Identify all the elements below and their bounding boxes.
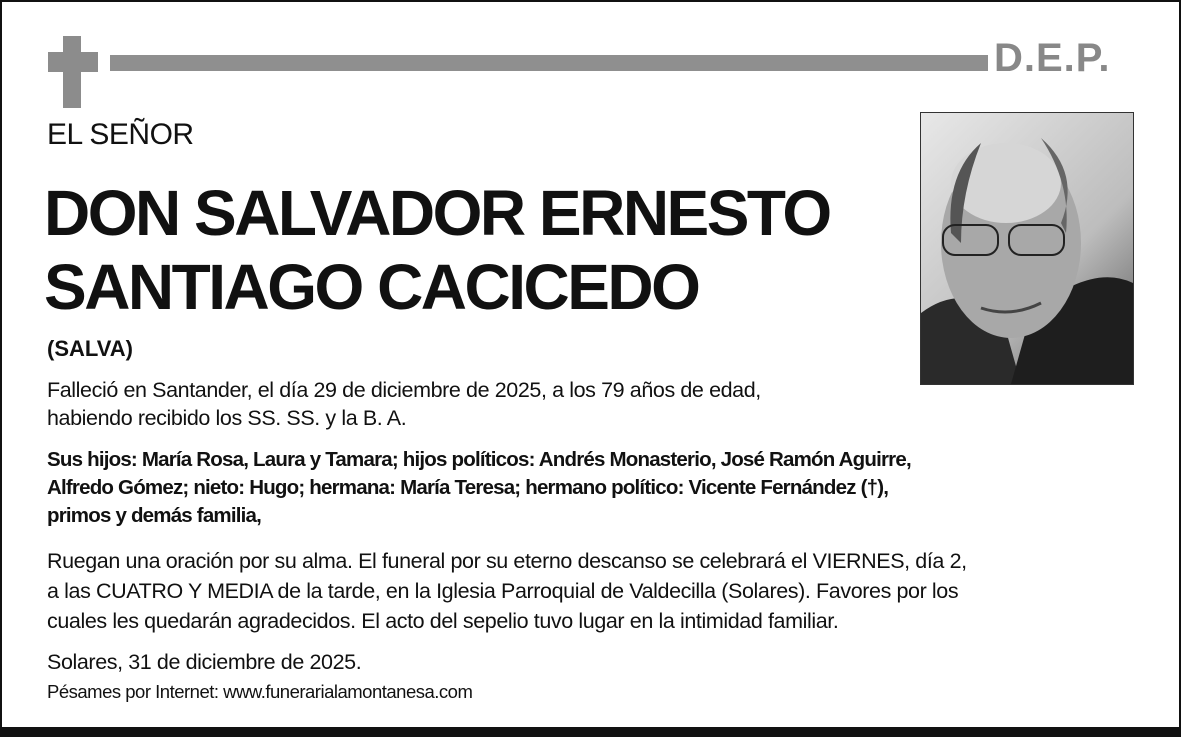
deceased-name-line-1: DON SALVADOR ERNESTO bbox=[44, 177, 830, 249]
portrait-photo bbox=[920, 112, 1134, 385]
funeral-line: Ruegan una oración por su alma. El funeral por su eterno descanso se celebrará el VIERNES, día 2, bbox=[47, 549, 967, 573]
family-list bbox=[47, 446, 911, 530]
funeral-line: cuales les quedarán agradecidos. El acto del sepelio tuvo lugar en la intimidad familiar. bbox=[47, 609, 839, 633]
family-line: primos y demás familia, bbox=[47, 504, 262, 527]
title-prefix: EL SEÑOR bbox=[47, 118, 194, 151]
death-line: Falleció en Santander, el día 29 de diciembre de 2025, a los 79 años de edad, bbox=[47, 378, 761, 402]
funeral-info bbox=[47, 546, 967, 636]
dep-label: D.E.P. bbox=[994, 36, 1111, 80]
place-date: Solares, 31 de diciembre de 2025. bbox=[47, 650, 362, 674]
funeral-line: a las CUATRO Y MEDIA de la tarde, en la Iglesia Parroquial de Valdecilla (Solares). Favores por los bbox=[47, 579, 959, 603]
header-rule bbox=[110, 55, 988, 71]
family-line: Alfredo Gómez; nieto: Hugo; hermana: María Teresa; hermano político: Vicente Fernández (†), bbox=[47, 476, 889, 499]
nickname: (SALVA) bbox=[47, 336, 133, 361]
family-line: Sus hijos: María Rosa, Laura y Tamara; hijos políticos: Andrés Monasterio, José Ramón Aguirre, bbox=[47, 448, 911, 471]
bottom-band bbox=[0, 727, 1181, 737]
death-line: habiendo recibido los SS. SS. y la B. A. bbox=[47, 406, 407, 430]
deceased-name-line-2: SANTIAGO CACICEDO bbox=[44, 251, 699, 323]
condolences-line: Pésames por Internet: www.funerarialamontanesa.com bbox=[47, 681, 473, 702]
death-info bbox=[47, 376, 761, 432]
